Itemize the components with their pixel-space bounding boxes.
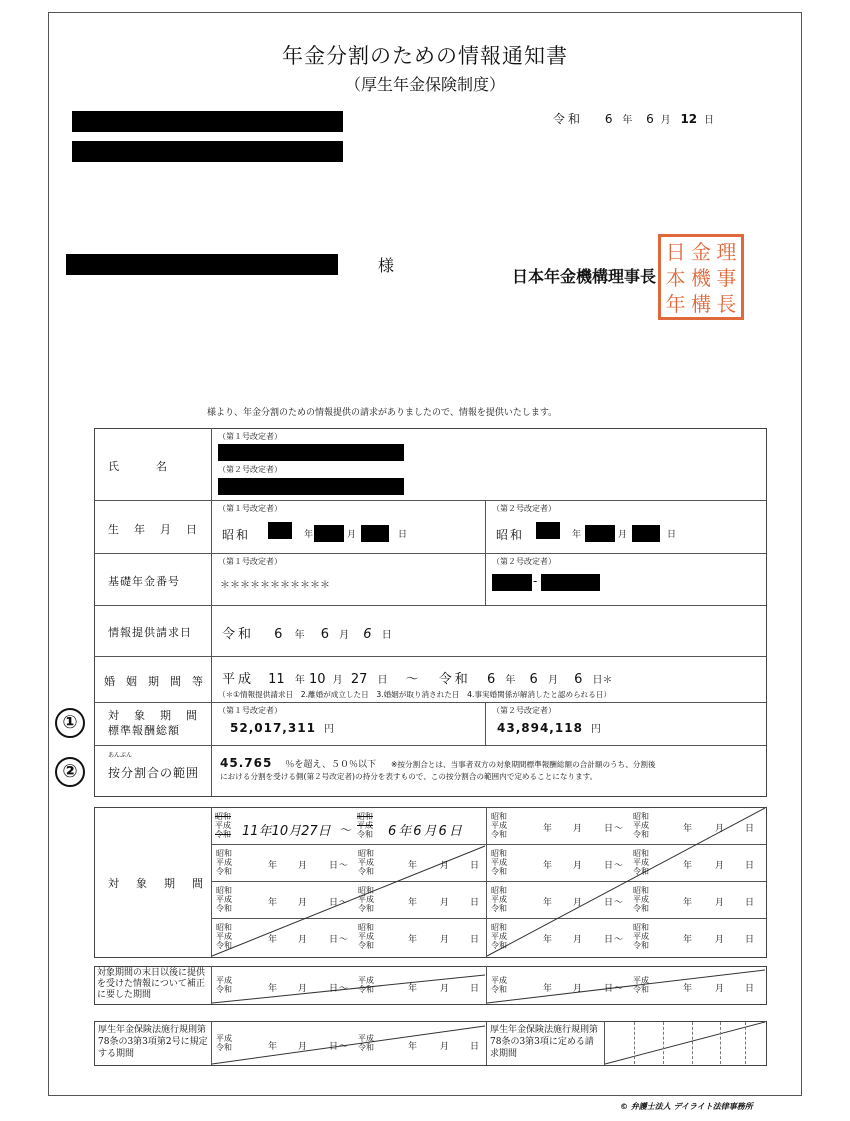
- label-request-date: 情報提供請求日: [108, 626, 192, 639]
- marker-1: ①: [55, 708, 85, 738]
- birth-holder2-caption: （第２号改定者）: [492, 504, 556, 513]
- period-cell: 昭和 平成 令和 年 月 日 〜 昭和 平成 令和 年 月 日: [491, 923, 755, 950]
- label-correction-period: 対象期間の末日以後に提供を受けた情報について補正に要した期間: [97, 968, 206, 1000]
- addressee-honorific: 様: [378, 256, 395, 275]
- ratio-ruby: あんぶん: [108, 752, 133, 759]
- target-period-row1-start: 11年10月27日: [242, 824, 331, 839]
- label-pension-number: 基礎年金番号: [108, 575, 180, 588]
- label-name: 氏 名: [108, 460, 168, 473]
- marker-2: ②: [55, 757, 85, 787]
- ratio-note-line2: における分割を受ける側(第２号改定者)の持分を表すもので、この按分割合の範囲内で定めることになります。: [220, 772, 598, 781]
- name-holder1-caption: （第１号改定者）: [218, 432, 282, 441]
- ratio-range: 45.765 ％を超え、５０％以下 ※按分割合とは、当事者双方の対象期間標準報酬総額の合計額のうち、分割後: [220, 756, 656, 770]
- period-cell: 昭和 平成 令和 年 月 日 〜 昭和 平成 令和 年 月 日: [491, 849, 755, 876]
- marriage-period-note: （＊①情報提供請求日 2.離婚が成立した日 3.婚姻が取り消された日 4.事実婚関係が解消したと認められる日）: [218, 690, 612, 699]
- label-target-period: 対 象 期 間: [108, 877, 206, 890]
- label-birthdate: 生 年 月 日: [108, 523, 199, 536]
- intro-text: 様より、年金分割のための情報提供の請求がありましたので、情報を提供いたします。: [207, 408, 558, 418]
- remuneration-holder1: 52,017,311 円: [230, 721, 335, 735]
- period-cell: 平成 令和 年 月 日 〜 平成 令和 年 月 日: [491, 976, 755, 994]
- issue-date: 令和 6 年 6 月 12 日: [553, 112, 714, 126]
- period-cell: 昭和 平成 令和 年 月 日 〜 昭和 平成 令和 年 月 日: [491, 886, 755, 913]
- pension-holder1-caption: （第１号改定者）: [218, 557, 282, 566]
- period-cell: 平成 令和 年 月 日 〜 平成 令和 年 月 日: [216, 1034, 480, 1052]
- remuneration-holder1-caption: （第１号改定者）: [218, 706, 282, 715]
- label-target-period-remuneration: 対 象 期 間 標準報酬総額: [108, 709, 199, 737]
- era-block: 昭和 平成 令和: [215, 812, 231, 839]
- period-cell: 昭和 平成 令和 年 月 日 〜 昭和 平成 令和 年 月 日: [491, 812, 755, 839]
- remuneration-holder2: 43,894,118 円: [497, 721, 602, 735]
- birth-holder1-caption: （第１号改定者）: [218, 504, 282, 513]
- marriage-period: 平成 11 年 10 月 27 日 〜 令和 6 年 6 月 6 日＊: [222, 672, 613, 687]
- birthdate-holder1: 昭和: [222, 528, 251, 542]
- label-art78-right: 厚生年金保険法施行規則第78条の3第3項に定める請求期間: [490, 1025, 599, 1059]
- label-ratio-range: 按分割合の範囲: [108, 766, 200, 780]
- remuneration-holder2-caption: （第２号改定者）: [492, 706, 556, 715]
- period-cell: 昭和 平成 令和 年 月 日 〜 昭和 平成 令和 年 月 日: [216, 923, 480, 950]
- document-title: 年金分割のための情報通知書: [282, 44, 568, 68]
- label-marriage-period: 婚 姻 期 間 等: [104, 675, 203, 688]
- label-art78-left: 厚生年金保険法施行規則第78条の3第3項第2号に規定する期間: [98, 1025, 208, 1059]
- period-cell: 昭和 平成 令和 年 月 日 〜 昭和 平成 令和 年 月 日: [216, 886, 480, 913]
- name-holder2-caption: （第２号改定者）: [218, 465, 282, 474]
- birthdate-holder2: 昭和: [496, 528, 525, 542]
- official-seal: 日 金 理 本 機 事 年 構 長: [658, 234, 744, 320]
- issuer-name: 日本年金機構理事長: [512, 267, 657, 286]
- pension-number-holder1: ＊＊＊＊＊＊＊＊＊＊＊: [220, 580, 330, 591]
- copyright: © 弁護士法人 デイライト法律事務所: [620, 1102, 753, 1111]
- period-cell: 平成 令和 年 月 日 〜 平成 令和 年 月 日: [216, 976, 480, 994]
- pension-holder2-caption: （第２号改定者）: [492, 557, 556, 566]
- period-cell: 昭和 平成 令和 年 月 日 〜 昭和 平成 令和 年 月 日: [216, 849, 480, 876]
- document-subtitle: （厚生年金保険制度）: [344, 75, 505, 94]
- target-period-row1-end: 6年6月6日: [388, 824, 464, 839]
- request-date: 令和 6 年 6 月 6 日: [222, 627, 392, 642]
